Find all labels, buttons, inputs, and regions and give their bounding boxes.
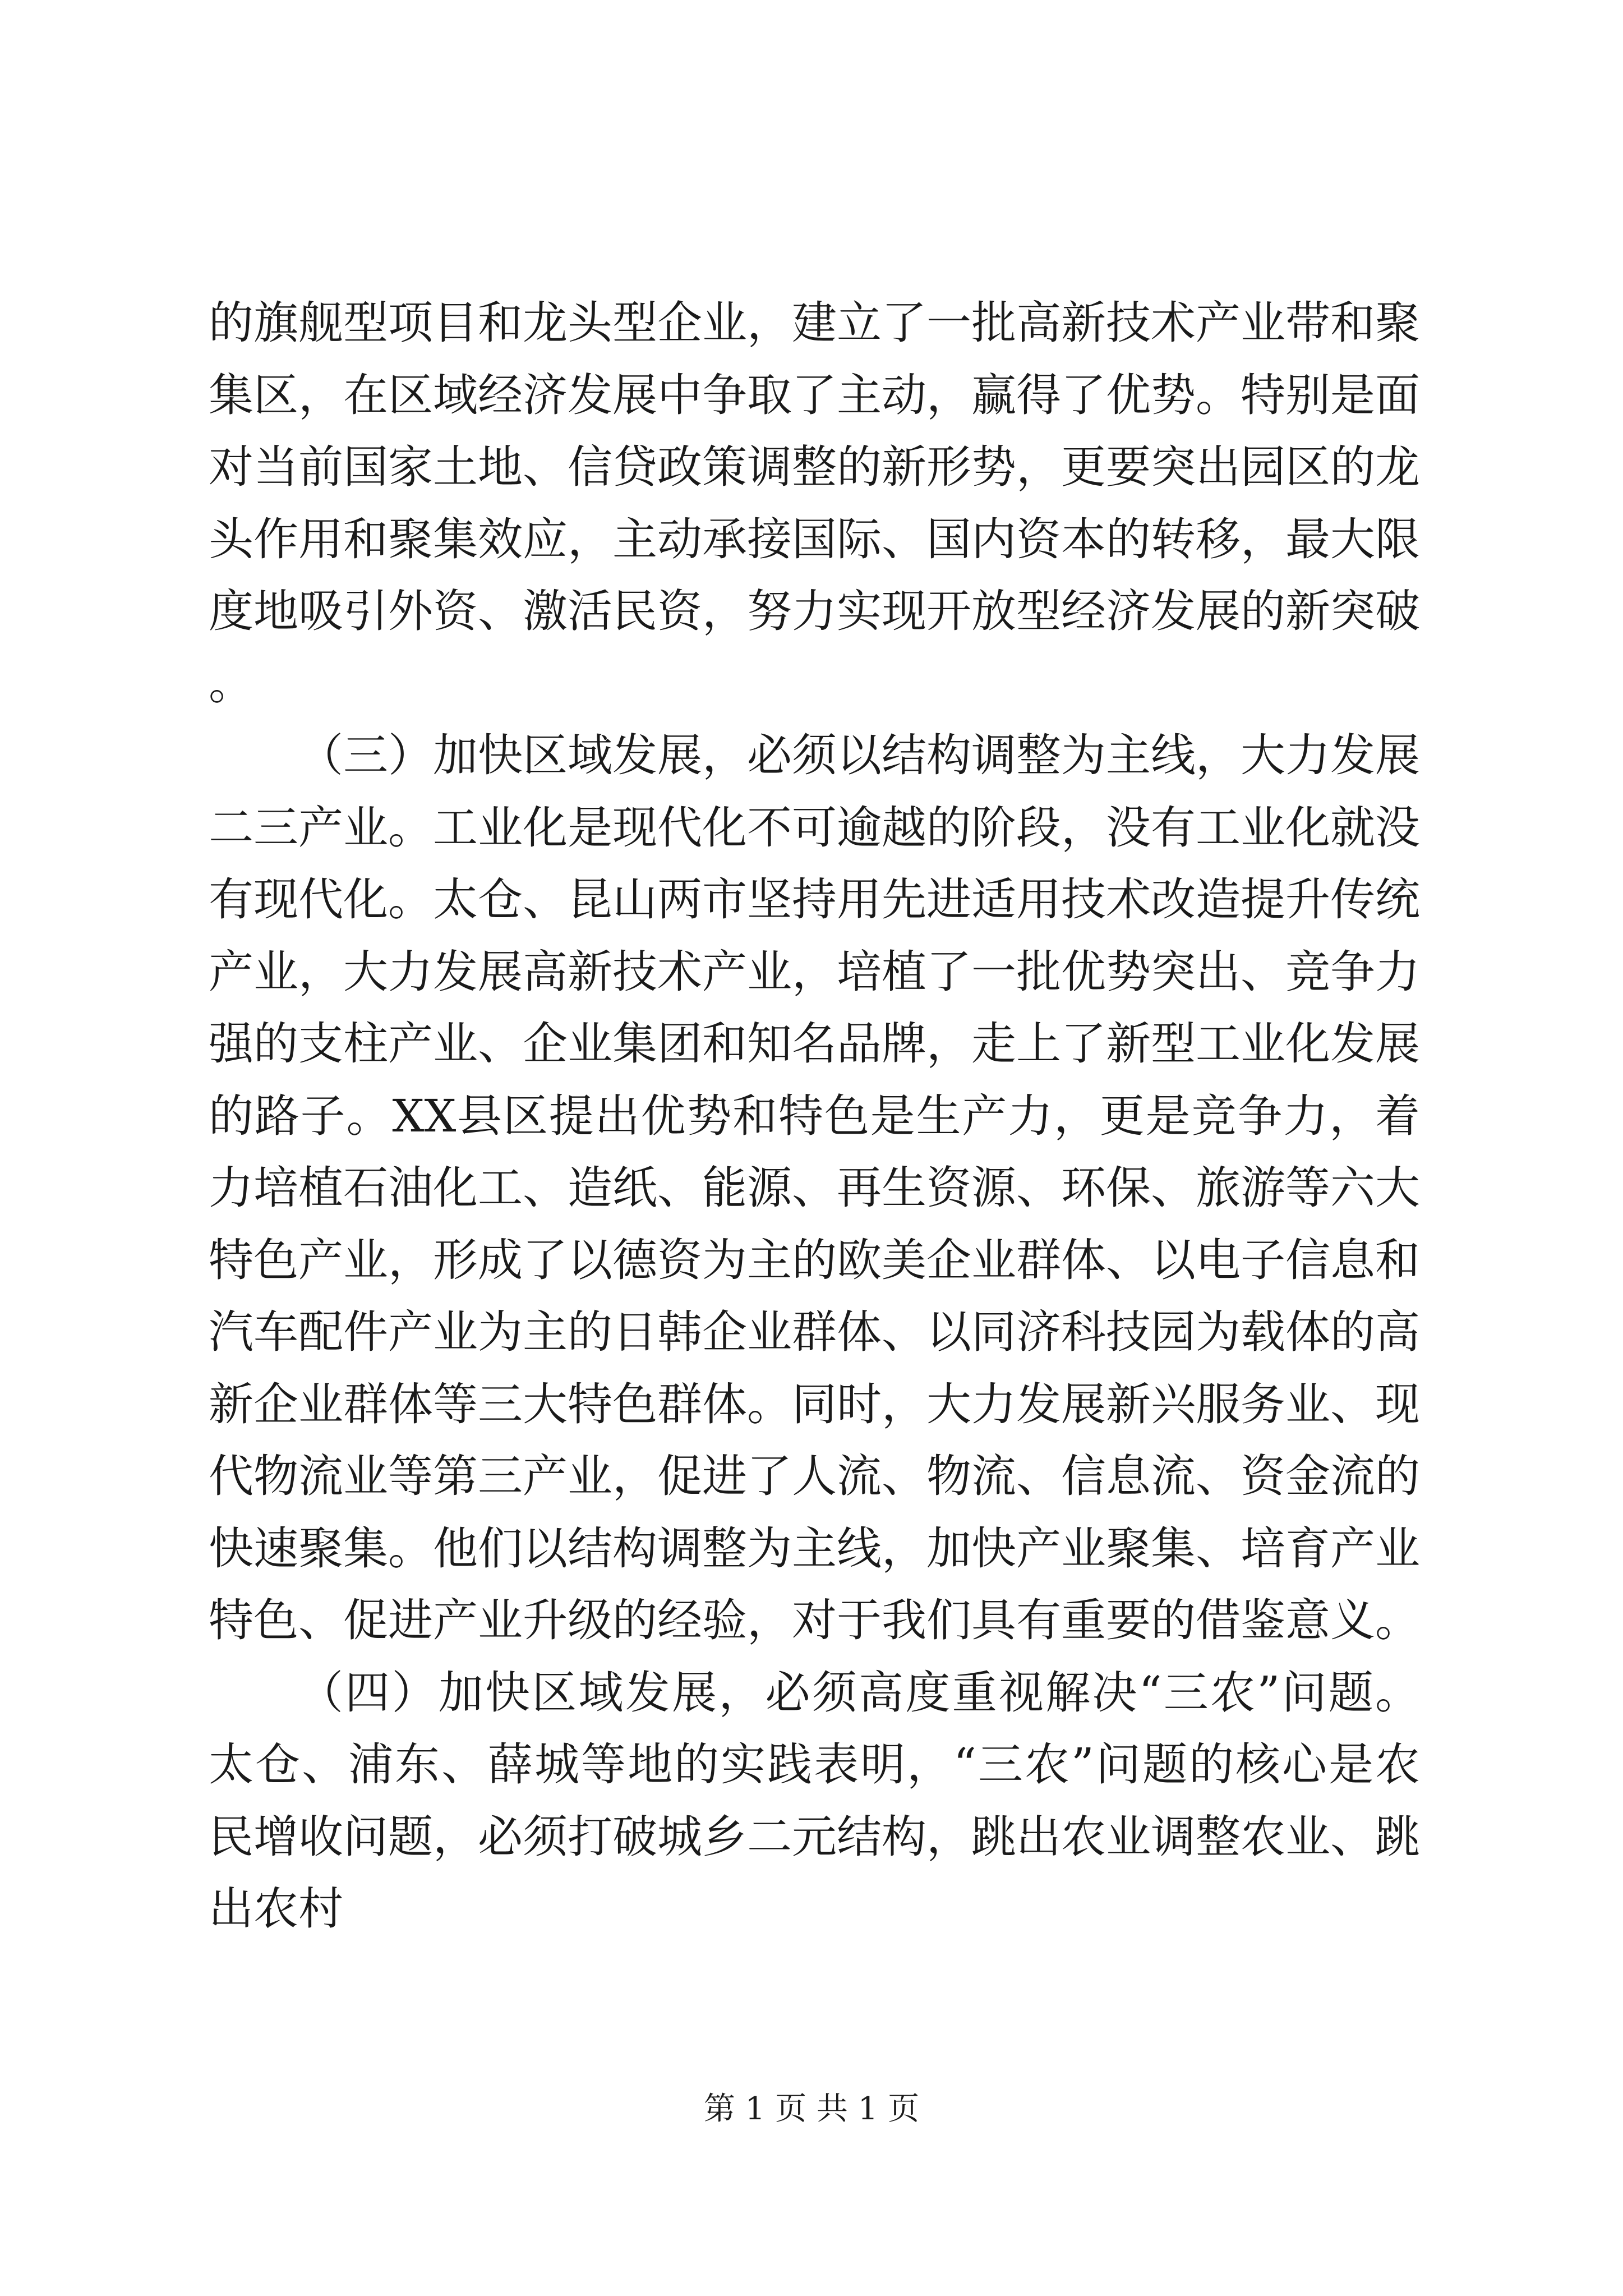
page-footer: 第 1 页 共 1 页 bbox=[703, 2091, 920, 2127]
paragraph-2: （三）加快区域发展，必须以结构调整为主线，大力发展二三产业。工业化是现代化不可逾越的阶段，没有工业化就没有现代化。太仓、昆山两市坚持用先进适用技术改造提升传统产业，大力发展高新技术产业，培植了一批优势突出、竞争力强的支柱产业、企业集团和知名品牌，走上了新型工业化发展的路子。XX县区提出优势和特色是生产力，更是竞争力，着力培植石油化工、造纸、能源、再生资源、环保、旅游等六大特色产业，形成了以德资为主的欧美企业群体、以电子信息和汽车配件产业为主的日韩企业群体、以同济科技园为载体的高新企业群体等三大特色群体。同时，大力发展新兴服务业、现代物流业等第三产业，促进了人流、物流、信息流、资金流的快速聚集。他们以结构调整为主线，加快产业聚集、培育产业特色、促进产业升级的经验，对于我们具有重要的借鉴意义。 bbox=[209, 729, 1420, 1646]
document-body bbox=[209, 287, 1420, 1945]
paragraph-3: （四）加快区域发展，必须高度重视解决“三农”问题。太仓、浦东、薛城等地的实践表明，“三农”问题的核心是农民增收问题，必须打破城乡二元结构，跳出农业调整农业、跳出农村 bbox=[209, 1666, 1420, 1935]
paragraph-1: 的旗舰型项目和龙头型企业，建立了一批高新技术产业带和聚集区，在区域经济发展中争取了主动，赢得了优势。特别是面对当前国家土地、信贷政策调整的新形势，更要突出园区的龙头作用和聚集效应，主动承接国际、国内资本的转移，最大限度地吸引外资、激活民资，努力实现开放型经济发展的新突破。 bbox=[209, 297, 1420, 710]
